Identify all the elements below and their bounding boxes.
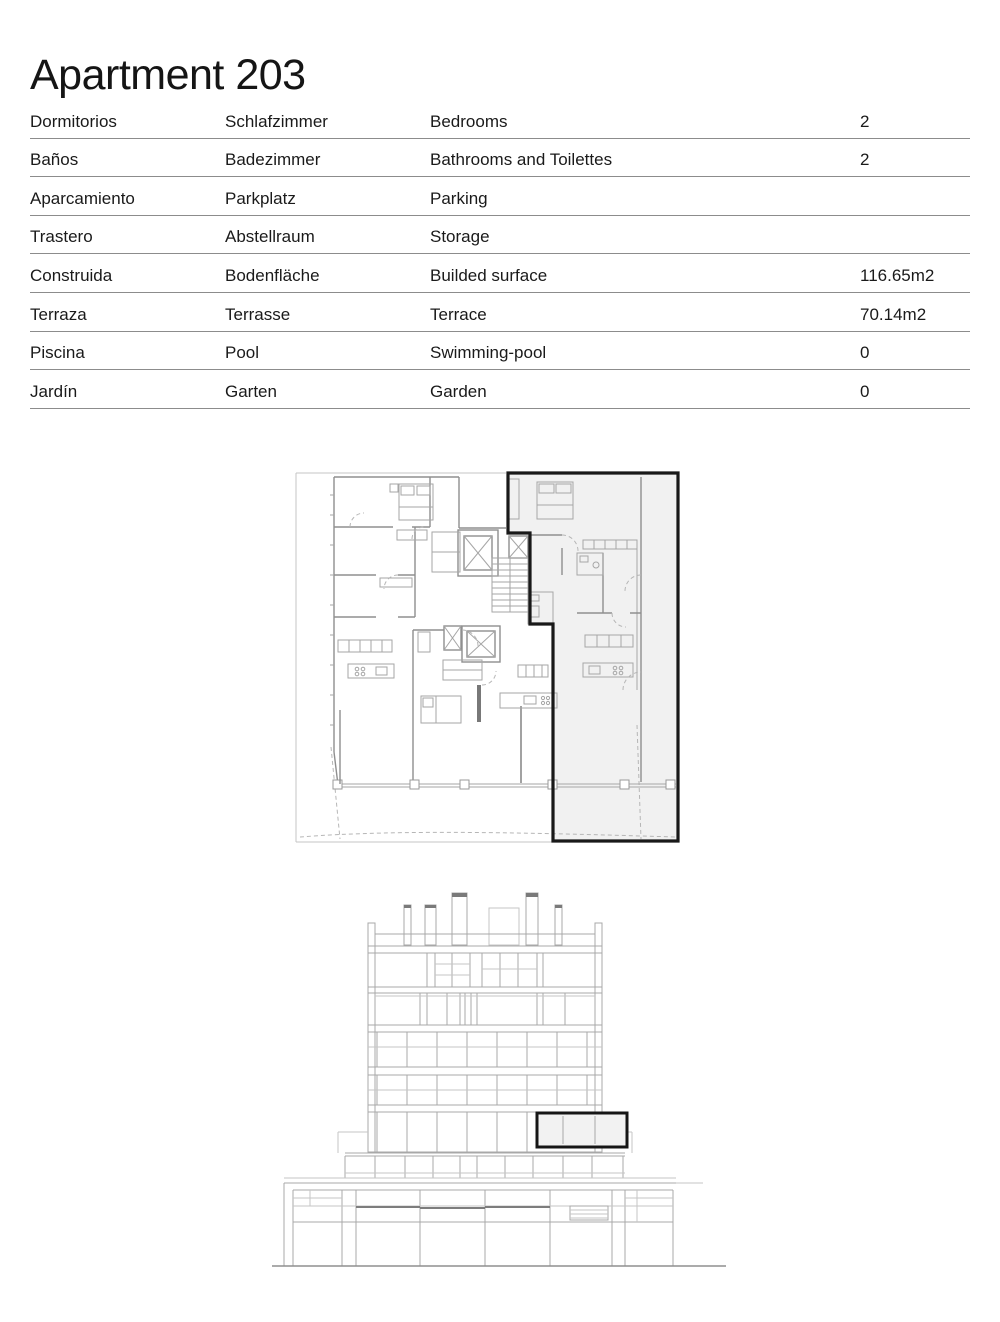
apartment-203-area <box>508 473 678 841</box>
shaft-icon <box>444 626 461 650</box>
row-value: 2 <box>860 150 870 170</box>
label-de: Abstellraum <box>225 227 315 247</box>
table-row <box>30 139 970 178</box>
label-en: Garden <box>430 381 487 401</box>
building-elevation <box>0 880 1000 1280</box>
row-value: 0 <box>860 343 870 363</box>
page-title: Apartment 203 <box>30 50 306 99</box>
table-row <box>30 332 970 371</box>
label-de: Garten <box>225 381 277 401</box>
label-de: Terrasse <box>225 304 291 324</box>
label-de: Pool <box>225 343 260 363</box>
label-es: Construida <box>30 265 113 285</box>
label-es: Dormitorios <box>30 111 117 131</box>
label-de: Badezimmer <box>225 150 321 170</box>
label-en: Bedrooms <box>430 111 508 131</box>
table-row <box>30 216 970 255</box>
floor-plan <box>0 455 1000 867</box>
center-apartment <box>413 630 557 785</box>
label-en: Storage <box>430 227 490 247</box>
bed-icon <box>421 696 461 723</box>
row-value: 116.65m2 <box>860 265 935 285</box>
kitchen-counter-icon <box>338 640 394 678</box>
core <box>444 530 528 662</box>
label-de: Schlafzimmer <box>225 111 328 131</box>
podium <box>272 1153 726 1266</box>
roof-chimneys <box>404 893 562 945</box>
label-es: Aparcamiento <box>30 188 135 208</box>
bed-icon <box>390 484 433 520</box>
shaft-icon <box>509 536 528 558</box>
apartment-203-elevation-highlight <box>537 1113 627 1147</box>
label-es: Trastero <box>30 227 93 247</box>
label-en: Terrace <box>430 304 487 324</box>
label-es: Jardín <box>30 381 78 401</box>
table-row <box>30 254 970 293</box>
table-row <box>30 100 970 139</box>
label-en: Swimming-pool <box>430 343 547 363</box>
row-value: 2 <box>860 111 870 131</box>
table-row <box>30 177 970 216</box>
stair-hatch <box>570 1206 608 1220</box>
table-row <box>30 370 970 409</box>
label-en: Bathrooms and Toilettes <box>430 150 613 170</box>
table-row <box>30 293 970 332</box>
elevator-icon <box>462 626 500 662</box>
row-value: 70.14m2 <box>860 304 927 324</box>
kitchen-counter-icon <box>500 665 557 708</box>
spec-table <box>30 100 970 409</box>
row-value: 0 <box>860 381 870 401</box>
label-es: Piscina <box>30 343 85 363</box>
label-en: Parking <box>430 188 488 208</box>
label-es: Baños <box>30 150 79 170</box>
label-de: Parkplatz <box>225 188 296 208</box>
label-de: Bodenfläche <box>225 265 320 285</box>
label-es: Terraza <box>30 304 87 324</box>
label-en: Builded surface <box>430 265 548 285</box>
